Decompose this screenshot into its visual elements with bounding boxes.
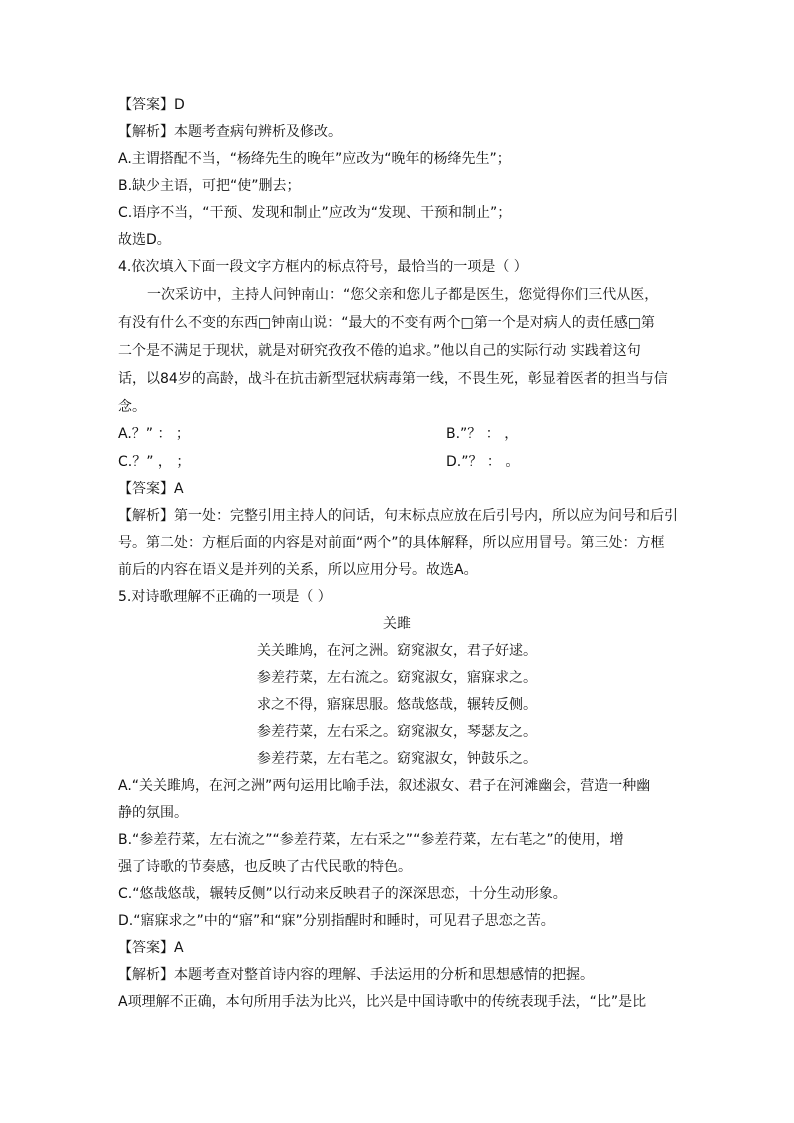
q4-option-d: D.”？ ： 。 [446, 454, 520, 470]
q5-option-a: A.“关关雎鸠，在河之洲”两句运用比喻手法，叙述淑女、君子在河滩幽会，营造一种幽 [118, 778, 651, 794]
q4-option-b: B.”？ ： ， [446, 426, 519, 442]
poem-line: 关关雎鸠，在河之洲。窈窕淑女，君子好逑。 [257, 643, 537, 659]
q4-analysis-line: 前后的内容在语义是并列的关系，所以应用分号。故选A。 [118, 562, 478, 578]
q4-passage-line: 一次采访中，主持人问钟南山：“您父亲和您儿子都是医生，您觉得你们三代从医， [147, 287, 659, 303]
q4-question: 4.依次填入下面一段文字方框内的标点符号，最恰当的一项是（ ） [118, 259, 528, 275]
poem-line: 参差荇菜，左右流之。窈窕淑女，寤寐求之。 [257, 670, 537, 686]
q5-option-b-cont: 强了诗歌的节奏感，也反映了古代民歌的特色。 [118, 859, 412, 875]
q3-analysis: 【解析】本题考查病句辨析及修改。 [118, 124, 342, 140]
q4-analysis-line: 【解析】第一处：完整引用主持人的问话，句末标点应放在后引号内，所以应为问号和后引 [118, 508, 678, 524]
q4-option-c: C.？” ， ； [118, 454, 191, 470]
q4-analysis-line: 号。第二处：方框后面的内容是对前面“两个”的具体解释，所以应用冒号。第三处：方框 [118, 535, 665, 551]
q4-passage-line: 话，以84岁的高龄，战斗在抗击新型冠状病毒第一线，不畏生死，彰显着医者的担当与信 [118, 371, 668, 387]
q3-option-c: C.语序不当，“干预、发现和制止”应改为“发现、干预和制止”； [118, 205, 512, 221]
q4-passage-line: 二个是不满足于现状，就是对研究孜孜不倦的追求。”他以自己的实际行动 实践着这句 [118, 343, 641, 359]
q5-option-c: C.“悠哉悠哉，辗转反侧”以行动来反映君子的深深思恋，十分生动形象。 [118, 886, 567, 902]
q5-option-b: B.“参差荇菜，左右流之”“参差荇菜，左右采之”“参差荇菜，左右芼之”的使用，增 [118, 832, 624, 848]
q5-analysis-line: 【解析】本题考查对整首诗内容的理解、手法运用的分析和思想感情的把握。 [118, 967, 594, 983]
q3-option-b: B.缺少主语，可把“使”删去； [118, 178, 301, 194]
q4-passage-line: 有没有什么不变的东西□钟南山说：“最大的不变有两个□第一个是对病人的责任感□第 [118, 315, 655, 331]
poem-line: 参差荇菜，左右芼之。窈窕淑女，钟鼓乐之。 [257, 751, 537, 767]
q5-analysis-line: A项理解不正确，本句所用手法为比兴，比兴是中国诗歌中的传统表现手法，“比”是比 [118, 994, 647, 1010]
q5-answer: 【答案】A [118, 940, 184, 956]
q3-answer: 【答案】D [118, 97, 185, 113]
q3-option-a: A.主谓搭配不当，“杨绛先生的晚年”应改为“晚年的杨绛先生”； [118, 151, 511, 167]
poem-line: 参差荇菜，左右采之。窈窕淑女，琴瑟友之。 [257, 724, 537, 740]
q5-option-a-cont: 静的氛围。 [118, 805, 188, 821]
q4-passage-line: 念。 [118, 399, 146, 415]
q4-option-a: A.？” ： ； [118, 426, 190, 442]
poem-title: 关雎 [383, 616, 411, 632]
q4-answer: 【答案】A [118, 481, 184, 497]
q3-conclusion: 故选D。 [118, 232, 171, 248]
poem-line: 求之不得，寤寐思服。悠哉悠哉，辗转反侧。 [257, 697, 537, 713]
q5-option-d: D.“寤寐求之”中的“寤”和“寐”分别指醒时和睡时，可见君子思恋之苦。 [118, 913, 555, 929]
q5-question: 5.对诗歌理解不正确的一项是（ ） [118, 589, 332, 605]
